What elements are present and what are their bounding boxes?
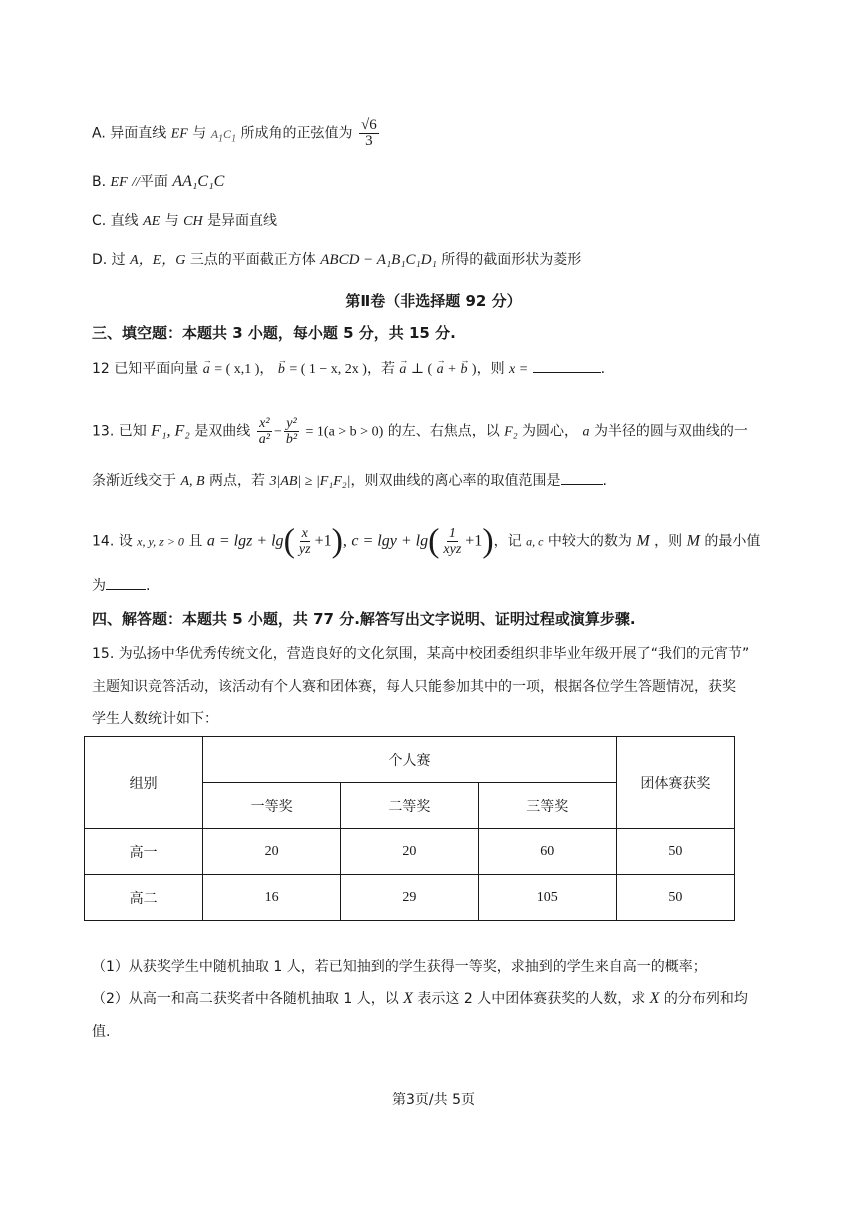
option-a-prefix: A. 异面直线 [92, 125, 167, 142]
option-b [92, 172, 224, 193]
part2-title: 第Ⅱ卷（非选择题 92 分） [345, 292, 522, 310]
math-a1c1: $A_1C_1$ [210, 126, 237, 144]
cell-first: 16 [203, 875, 341, 921]
header-team: 团体赛获奖 [616, 737, 734, 829]
math-ch: CH [183, 214, 203, 229]
q12-perp: ⊥ ( [410, 362, 433, 377]
q12-x: x = [509, 362, 529, 377]
option-b-plane: 平面 [139, 174, 168, 190]
math-foci: F₁, F₂ [151, 422, 190, 440]
option-d-prefix: D. 过 [92, 252, 126, 268]
math-x2: X [649, 990, 660, 1007]
option-c [92, 211, 277, 232]
q15-sub2-line2: 值. [92, 1024, 111, 1040]
fraction-1-xyz: $\frac{1}{\text{xyz}}$ [443, 526, 462, 557]
award-table [84, 736, 735, 921]
math-a-eq: a = lgz + lg [206, 532, 284, 550]
header-individual: 个人赛 [203, 737, 616, 783]
cell-third: 60 [478, 829, 616, 875]
q15-sub2 [92, 989, 748, 1009]
cell-second: 20 [341, 829, 479, 875]
q13-line2-a: 条渐近线交于 [92, 473, 176, 489]
q13-text3: 为圆心， [522, 423, 579, 440]
math-ab: A, B [180, 474, 205, 489]
math-ef: EF [170, 126, 188, 142]
option-c-suffix: 是异面直线 [207, 213, 278, 229]
q14-text3: 中较大的数为 [547, 533, 632, 550]
q15-line2: 主题知识竞答活动，该活动有个人赛和团体赛，每人只能参加其中的一项，根据各位学生答题情况，获奖 [92, 679, 736, 695]
q12-text: 已知平面向量 [114, 361, 199, 377]
row-name: 高一 [85, 829, 203, 875]
vector-a: → a [203, 360, 210, 380]
q12-number: 12 [92, 361, 110, 377]
q14-plus1: +1 [314, 532, 332, 550]
parallel-symbol: // [132, 175, 140, 190]
option-c-mid: 与 [164, 213, 179, 229]
table-row [85, 875, 735, 921]
q13-end: . [602, 473, 607, 489]
answer-blank-14[interactable] [106, 577, 146, 590]
row-name: 高二 [85, 875, 203, 921]
math-xyz: x, y, z > 0 [137, 534, 184, 549]
q15-line1: 15. 为弘扬中华优秀传统文化，营造良好的文化氛围，某高中校团委组织非毕业年级开展了“我们的元宵节” [92, 646, 750, 662]
section3-title: 三、填空题：本题共 3 小题，每小题 5 分，共 15 分. [92, 324, 456, 342]
q15-sub2-b: 表示这 2 人中团体赛获奖的人数，求 [417, 991, 646, 1007]
q12-plus: + [448, 362, 456, 377]
vector-a-3: → a [437, 360, 444, 380]
fraction-x-yz: $\frac{x}{yz}$ [298, 526, 311, 557]
question-13: 13. 已知 F₁, F₂ 是双曲线 $\frac{\text{x²}}{\text{a²}}$ − $\frac{\text{y²}}{\text{b²}}$ = 1(a > b > 0) 的左、右焦点，以 F₂ 为圆心， a 为半径的圆与双曲线的一 [92, 416, 748, 447]
math-x1: X [403, 990, 413, 1007]
math-ac: a, c [526, 534, 544, 549]
math-c-eq: c = lgy + lg [351, 532, 429, 550]
vector-b: → b [278, 360, 285, 380]
cell-first: 20 [203, 829, 341, 875]
q14-end: . [146, 578, 151, 594]
q13-line2-c: ，则双曲线的离心率的取值范围是 [350, 473, 561, 489]
q12-end: . [600, 361, 606, 377]
cell-second: 29 [341, 875, 479, 921]
table-row [85, 829, 735, 875]
q14-line2-a: 为 [92, 578, 106, 594]
option-d [92, 250, 581, 271]
q14-text1: 且 [188, 533, 203, 550]
sqrt6-over-3: $\frac{√6}{3}$ [360, 117, 377, 149]
question-14: 14. 设 x, y, z > 0 且 a = lgz + lg( $\frac{x}{yz}$ +1), c = lgy + lg( $\frac{1}{\text{xyz}}$ +1)，记 a, c 中较大的数为 M ，则 M 的最小值 [92, 522, 761, 560]
math-cube: ABCD − A₁B₁C₁D₁ [320, 252, 437, 268]
q15-sub1: （1）从获奖学生中随机抽取 1 人，若已知抽到的学生获得一等奖，求抽到的学生来自高一的概率； [92, 959, 707, 975]
header-first: 一等奖 [203, 783, 341, 829]
cell-team: 50 [616, 875, 734, 921]
section4-title: 四、解答题：本题共 5 小题，共 77 分.解答写出文字说明、证明过程或演算步骤. [92, 610, 636, 628]
q12-a-def: = ( x,1 )， [214, 362, 274, 377]
math-m: M [636, 532, 650, 550]
fraction-y2-b2: $\frac{\text{y²}}{\text{b²}}$ [285, 416, 298, 447]
question-12 [92, 359, 605, 380]
option-d-mid: 三点的平面截正方体 [189, 252, 316, 268]
q14-text4: ，则 [654, 533, 683, 550]
q12-close: )，则 [471, 362, 505, 377]
math-ef-b: EF [110, 175, 128, 190]
header-second: 二等奖 [341, 783, 479, 829]
q13-text1: 是双曲线 [194, 423, 251, 440]
page-footer: 第3页/共 5页 [392, 1092, 475, 1108]
table-header-row-1 [85, 737, 735, 783]
q12-b-def: = ( 1 − x, 2x )，若 [289, 362, 395, 377]
q14-comma: , [342, 532, 347, 550]
header-third: 三等奖 [478, 783, 616, 829]
cell-third: 105 [478, 875, 616, 921]
question-13-line2 [92, 471, 607, 492]
math-f2: F₂ [504, 424, 518, 440]
question-14-line2 [92, 576, 150, 596]
option-a [92, 118, 381, 149]
option-a-suffix: 所成角的正弦值为 [240, 125, 353, 142]
vector-b-2: → b [460, 360, 467, 380]
q13-text2: 的左、右焦点，以 [387, 423, 500, 440]
q14-text2: ，记 [493, 533, 522, 550]
q15-sub2-a: （2）从高一和高二获奖者中各随机抽取 1 人，以 [92, 991, 399, 1007]
answer-blank-13[interactable] [561, 472, 603, 485]
option-a-mid: 与 [192, 125, 207, 142]
math-aa1c1c: AA₁C₁C [172, 173, 225, 190]
q13-text4: 为半径的圆与双曲线的一 [593, 423, 748, 440]
math-m2: M [686, 532, 700, 550]
q14-plus2: +1 [465, 532, 483, 550]
option-d-suffix: 所得的截面形状为菱形 [441, 252, 582, 268]
header-group: 组别 [85, 737, 203, 829]
q15-line3: 学生人数统计如下： [92, 711, 218, 727]
q14-text5: 的最小值 [704, 533, 761, 550]
q14-number: 14. 设 [92, 533, 133, 550]
fraction-x2-a2: $\frac{\text{x²}}{\text{a²}}$ [258, 416, 270, 447]
q13-number: 13. 已知 [92, 423, 147, 440]
math-a: a [582, 424, 590, 440]
q15-sub2-c: 的分布列和均 [663, 991, 748, 1007]
math-points-aeg: A，E，G [130, 253, 186, 268]
vector-a-2: → a [399, 360, 406, 380]
math-inequality: 3|AB| ≥ |F₁F₂| [269, 474, 351, 489]
cell-team: 50 [616, 829, 734, 875]
option-b-prefix: B. [92, 174, 107, 190]
q13-line2-b: 两点，若 [209, 473, 266, 489]
q13-condition: = 1(a > b > 0) [305, 424, 384, 440]
math-ae: AE [143, 214, 161, 229]
answer-blank-12[interactable] [533, 360, 601, 373]
option-c-prefix: C. 直线 [92, 213, 139, 229]
